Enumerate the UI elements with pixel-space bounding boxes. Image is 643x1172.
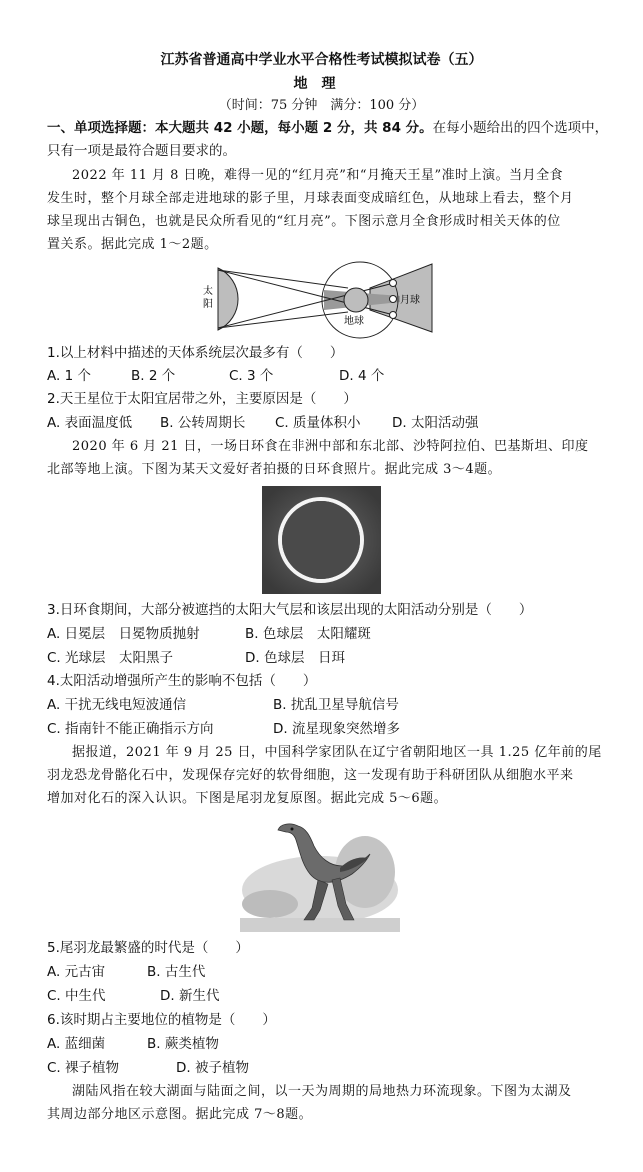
q2-option-c[interactable]: C. 质量体积小: [275, 415, 361, 431]
sun-label-2: 阳: [203, 299, 213, 310]
q6-option-b[interactable]: B. 蕨类植物: [147, 1036, 219, 1052]
passage3-line-2: 羽龙恐龙骨骼化石中，发现保存完好的软骨细胞，这一发现有助于科研团队从细胞水平来: [47, 768, 574, 783]
exam-subject: 地理: [293, 76, 350, 92]
moon-position-icon: [390, 280, 397, 287]
question-1-stem: 1.以上材料中描述的天体系统层次最多有（ ）: [47, 345, 344, 361]
question-4-stem: 4.太阳活动增强所产生的影响不包括（ ）: [47, 673, 317, 689]
q2-option-d[interactable]: D. 太阳活动强: [392, 415, 479, 431]
q1-option-c[interactable]: C. 3 个: [229, 368, 274, 384]
earth-icon: [344, 288, 368, 312]
q5-option-d[interactable]: D. 新生代: [160, 988, 220, 1004]
question-3-stem: 3.日环食期间，大部分被遮挡的太阳大气层和该层出现的太阳活动分别是（ ）: [47, 602, 533, 618]
moon-disk: [282, 501, 360, 579]
q4-option-b[interactable]: B. 扰乱卫星导航信号: [273, 697, 399, 713]
q6-option-a[interactable]: A. 蓝细菌: [47, 1036, 106, 1052]
q4-option-d[interactable]: D. 流星现象突然增多: [273, 721, 400, 737]
question-6-stem: 6.该时期占主要地位的植物是（ ）: [47, 1012, 276, 1028]
lunar-eclipse-diagram: [200, 258, 440, 340]
passage2-line-1: 2020 年 6 月 21 日，一场日环食在非洲中部和东北部、沙特阿拉伯、巴基斯坦、印度: [72, 439, 589, 454]
passage4-line-1: 湖陆风指在较大湖面与陆面之间，以一天为周期的局地热力环流现象。下图为太湖及: [72, 1084, 572, 1099]
passage1-line-4: 置关系。据此完成 1～2题。: [47, 237, 218, 252]
q1-option-b[interactable]: B. 2 个: [131, 368, 176, 384]
annular-eclipse-photo: [262, 486, 381, 594]
q6-option-c[interactable]: C. 裸子植物: [47, 1060, 120, 1076]
caudipteryx-illustration: [240, 812, 400, 932]
ray-line: [218, 312, 348, 328]
section-heading-line2: 只有一项是最符合题目要求的。: [47, 143, 236, 159]
dinosaur-eye: [291, 828, 294, 831]
q4-option-c[interactable]: C. 指南针不能正确指示方向: [47, 721, 214, 737]
exam-title: 江苏省普通高中学业水平合格性考试模拟试卷（五）: [160, 52, 483, 68]
moon-position-icon: [390, 312, 397, 319]
q6-option-d[interactable]: D. 被子植物: [176, 1060, 249, 1076]
sun-shape: [218, 268, 238, 330]
ground: [240, 918, 400, 932]
sun-label-1: 太: [203, 286, 213, 297]
q1-option-a[interactable]: A. 1 个: [47, 368, 91, 384]
exam-time-info: （时间：75 分钟 满分：100 分）: [218, 98, 425, 113]
q2-option-b[interactable]: B. 公转周期长: [160, 415, 246, 431]
passage1-line-2: 发生时，整个月球全部走进地球的影子里，月球表面变成暗红色，从地球上看去，整个月: [47, 191, 574, 206]
section-heading: [47, 118, 608, 138]
moon-label: 月球: [400, 295, 420, 306]
passage3-line-1: 据报道，2021 年 9 月 25 日，中国科学家团队在辽宁省朝阳地区一具 1.25 亿年前的尾: [72, 745, 602, 760]
q5-option-c[interactable]: C. 中生代: [47, 988, 106, 1004]
q3-option-c[interactable]: C. 光球层 太阳黑子: [47, 650, 174, 666]
q4-option-a[interactable]: A. 干扰无线电短波通信: [47, 697, 187, 713]
passage1-line-1: 2022 年 11 月 8 日晚，难得一见的“红月亮”和“月掩天王星”准时上演。当月全食: [72, 168, 564, 183]
question-2-stem: 2.天王星位于太阳宜居带之外，主要原因是（ ）: [47, 391, 357, 407]
q5-option-a[interactable]: A. 元古宙: [47, 964, 106, 980]
section-heading-rest: 在每小题给出的四个选项中，: [432, 120, 609, 136]
passage1-line-3: 球呈现出古铜色，也就是民众所看见的“红月亮”。下图示意月全食形成时相关天体的位: [47, 214, 561, 229]
section-heading-bold: 一、单项选择题：本大题共 42 小题，每小题 2 分，共 84 分。: [47, 120, 433, 136]
passage4-line-2: 其周边部分地区示意图。据此完成 7～8题。: [47, 1107, 313, 1122]
question-5-stem: 5.尾羽龙最繁盛的时代是（ ）: [47, 940, 249, 956]
earth-label: 地球: [344, 316, 364, 327]
q5-option-b[interactable]: B. 古生代: [147, 964, 206, 980]
passage3-line-3: 增加对化石的深入认识。下图是尾羽龙复原图。据此完成 5～6题。: [47, 791, 448, 806]
passage2-line-2: 北部等地上演。下图为某天文爱好者拍摄的日环食照片。据此完成 3～4题。: [47, 462, 502, 477]
q2-option-a[interactable]: A. 表面温度低: [47, 415, 133, 431]
q1-option-d[interactable]: D. 4 个: [339, 368, 385, 384]
q3-option-b[interactable]: B. 色球层 太阳耀斑: [245, 626, 371, 642]
q3-option-a[interactable]: A. 日冕层 日冕物质抛射: [47, 626, 200, 642]
q3-option-d[interactable]: D. 色球层 日珥: [245, 650, 345, 666]
background-shrub: [242, 890, 298, 918]
moon-position-icon: [390, 296, 397, 303]
